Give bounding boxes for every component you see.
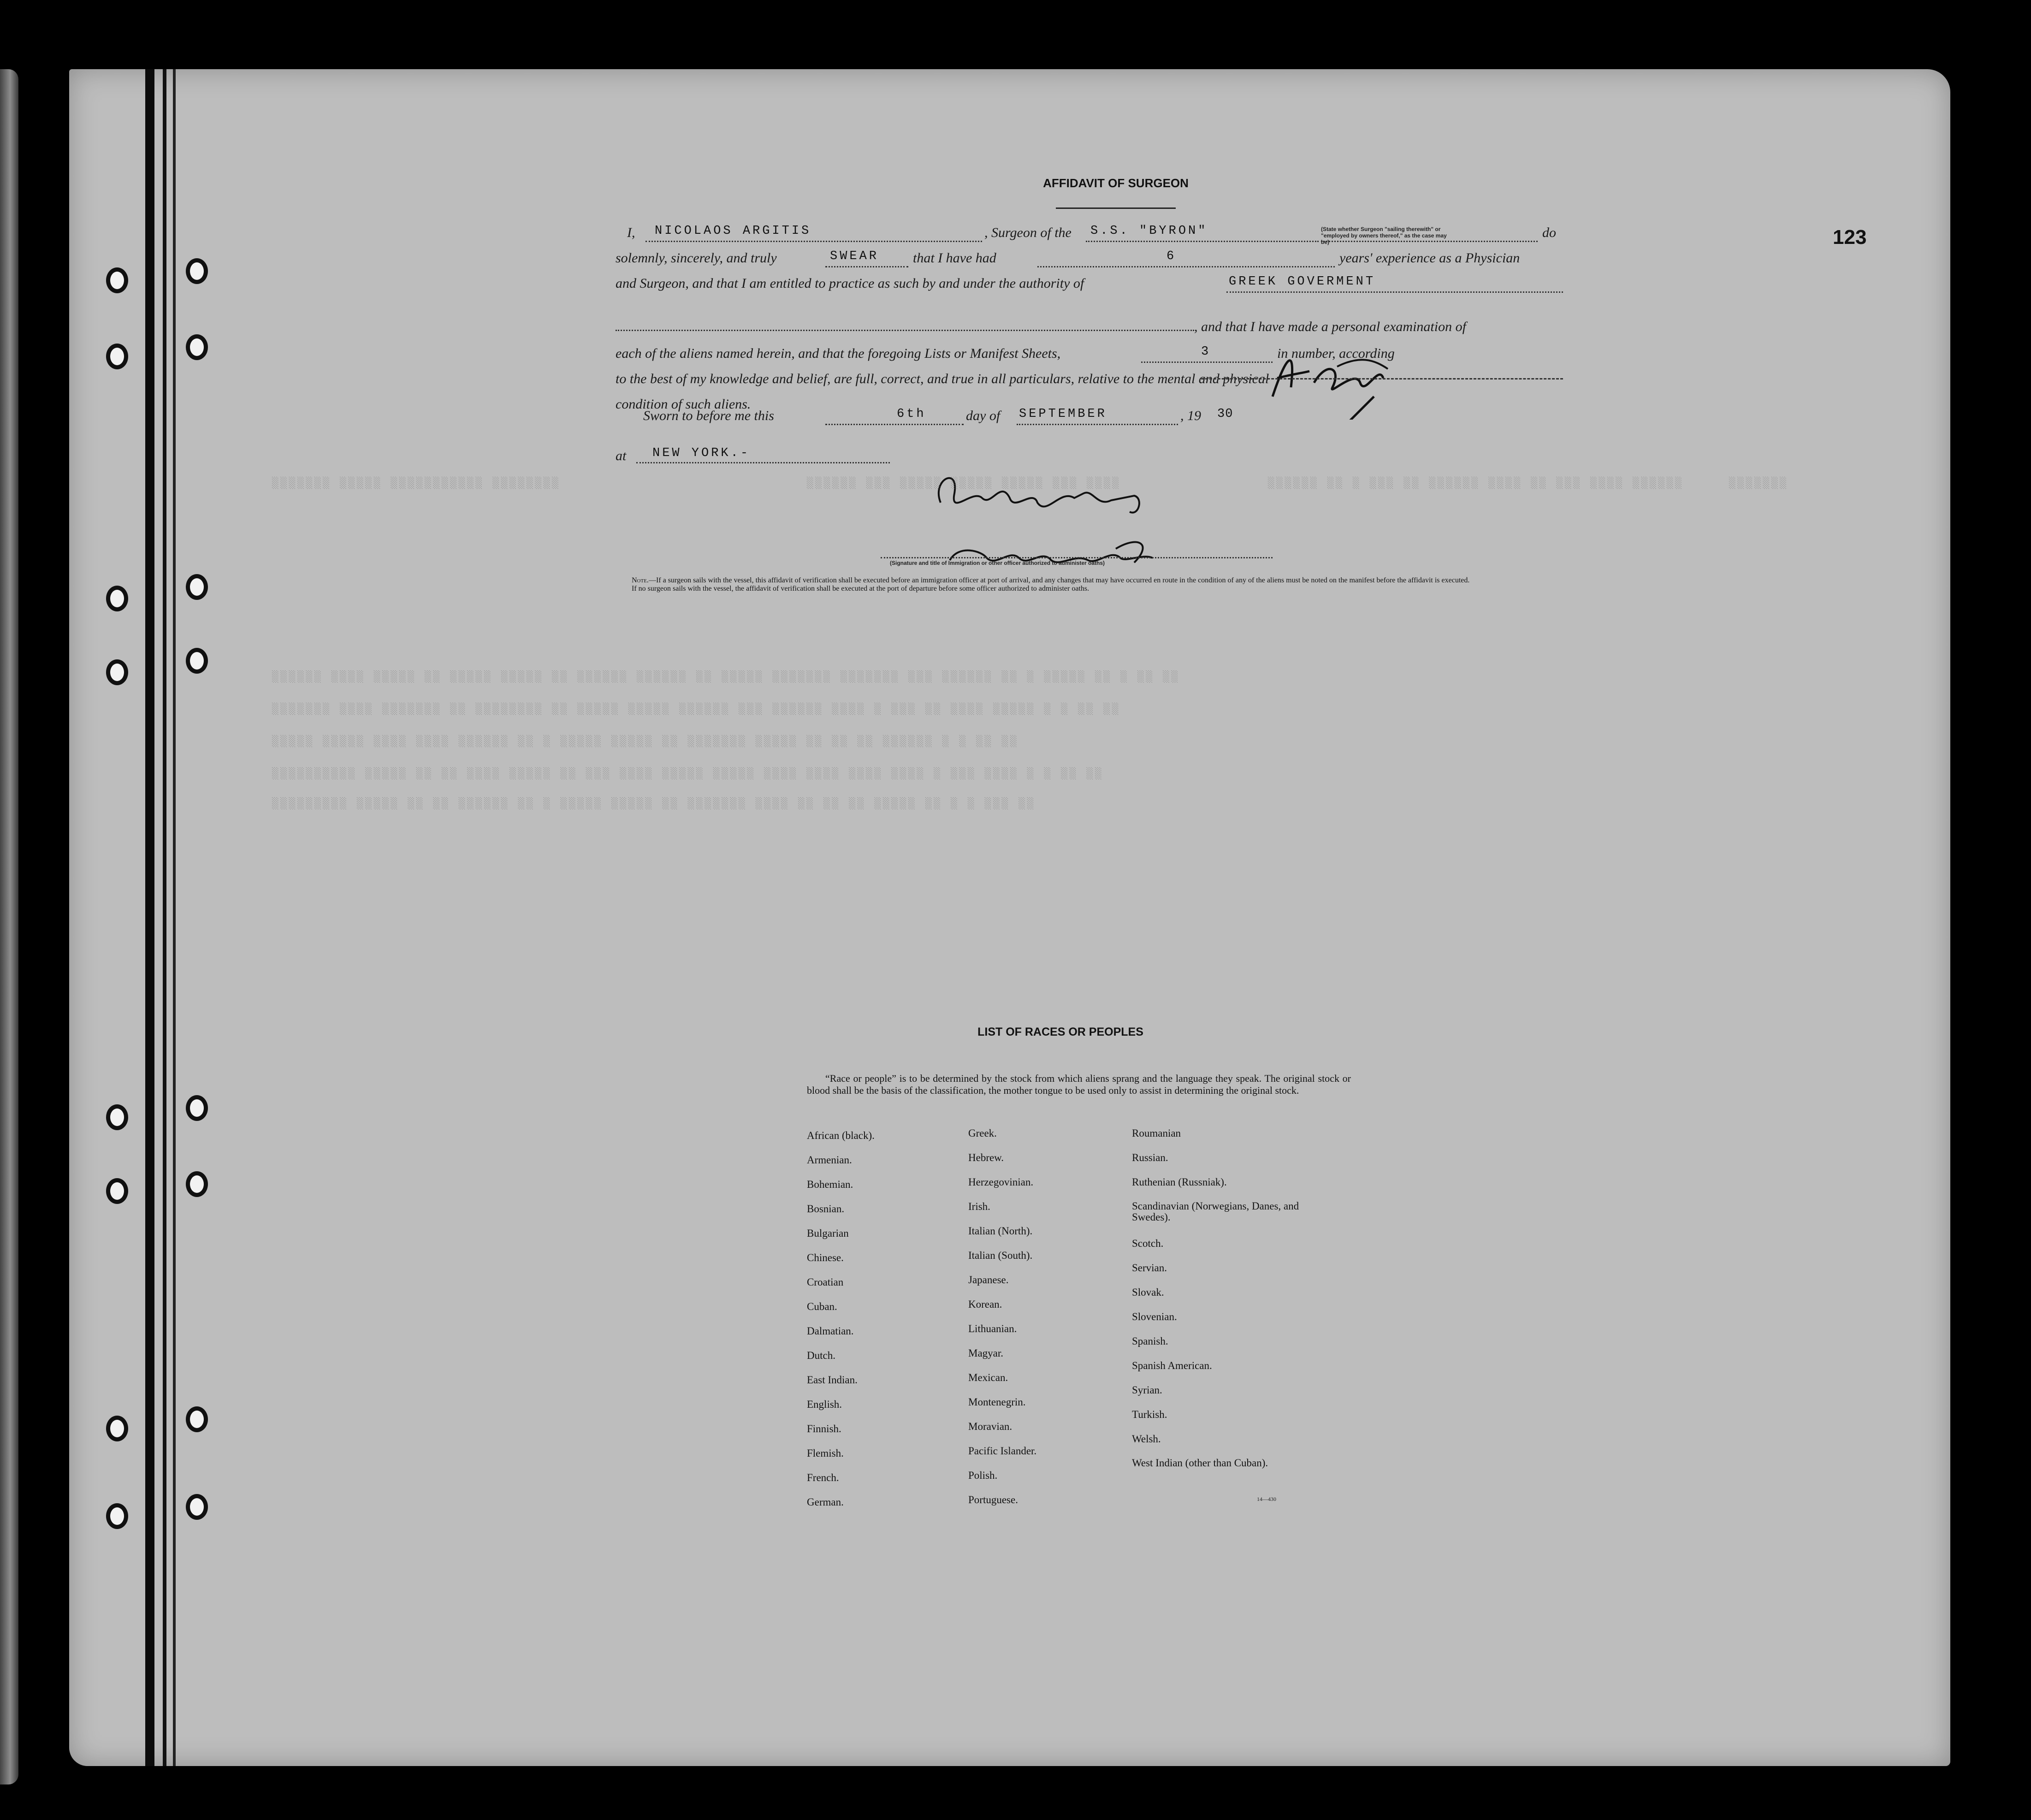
binder-hole bbox=[106, 1178, 128, 1204]
binding-line bbox=[173, 69, 176, 1766]
page-number: 123 bbox=[1833, 226, 1867, 249]
race-item: English. bbox=[807, 1399, 842, 1410]
race-item: Montenegrin. bbox=[968, 1396, 1026, 1408]
race-item: Greek. bbox=[968, 1127, 997, 1139]
line6: to the best of my knowledge and belief, are full, correct, and true in all particulars, relative to the mental and physical bbox=[616, 371, 1269, 386]
races-column-2 bbox=[968, 1127, 1036, 1518]
binder-hole bbox=[186, 1406, 208, 1432]
race-item: Turkish. bbox=[1132, 1409, 1167, 1420]
signature-line bbox=[1201, 378, 1563, 379]
race-item: Japanese. bbox=[968, 1274, 1009, 1286]
adjacent-page-edge bbox=[0, 69, 18, 1784]
line2-prefix: solemnly, sincerely, and truly bbox=[616, 250, 777, 266]
binder-hole bbox=[106, 1104, 128, 1130]
sworn-day: 6th bbox=[897, 407, 926, 421]
line5-suffix: in number, according bbox=[1277, 346, 1395, 361]
place-value: NEW YORK.- bbox=[652, 446, 751, 460]
race-item: Dalmatian. bbox=[807, 1325, 854, 1337]
race-item: Spanish. bbox=[1132, 1335, 1168, 1347]
note-text: —If a surgeon sails with the vessel, this affidavit of verification shall be executed before an immigration officer at port of arrival, and any changes that may have occurred en route in the condition of any of the aliens must be noted on the manifest before the affidavit is executed. bbox=[648, 576, 1470, 584]
document-page: 123 AFFIDAVIT OF SURGEON I, NICOLAOS ARGITIS , Surgeon of the S.S. "BYRON" (State whether Surgeon "sailing therewith" or "employed by owners thereof," as the case may be) do solemnly, sincerely, and truly SWEAR that I have had 6 years' experience as a Physician and Surgeon, and that I am entitled to practice as such by and under the authority of GREEK GOVERMENT , and that I have made a personal examination of each of the aliens named herein, and that the foregoing Lists or Manifest Sheets, 3 in number, according to the best of my knowledge and belief, are full, correct, and true in all particulars, relative to the mental and physical condition of such aliens. Sworn to before me this 6th day of SEPTEMBER , 19 30 at NEW YORK.- (Signature and title of Immigration or other officer authorized to administer oaths) Note.—If a surgeon sails with the vessel, this affidavit of verification shall be executed before an immigration officer at port of arrival, and any changes that may have occurred en route in the condition of any of the aliens must be noted on the manifest before the affidavit is executed. If no surgeon sails with the vessel, the affidavit of verification shall be executed at the port of departure before some officer authorized to administer oaths. ░░░░░░░ ░░░░░ ░░░░░░░░░░░ ░░░░░░░░ ░░░░░░ ░░░ ░░░░░ ░░░░░ ░░░░░ ░░░ ░░░░ ░░░░░░ ░░ ░ ░░░ ░░ ░░░░░░ ░░░░ ░░ ░░░ ░░░░ ░░░░░░ ░░░░░░░ ░░░░░░ ░░░░ ░░░░░ ░░ ░░░░░ ░░░░░ ░░ ░░░░░░ ░░░░░░ ░░ ░░░░░ ░░░░░░░ ░░░░░░░ ░░░ ░░░░░░ ░░ ░ ░░░░░ ░░ ░ ░░ ░░ ░░░░░░░ ░░░░ ░░░░░░░ ░░ ░░░░░░░░ ░░ ░░░░░ ░░░░░ ░░░░░░ ░░░ ░░░░░░ ░░░░ ░ ░░░ ░░ ░░░░ ░░░░░ ░ ░ ░░ ░░ ░░░░░ ░░░░░ ░░░░ ░░░░ ░░░░░░ ░░ ░ ░░░░░ ░░░░░ ░░ ░░░░░░░ ░░░░░ ░░ ░░ ░░ ░░░░░░ ░ ░ ░░ ░░ ░░░░░░░░░░ ░░░░░ ░░ ░░ ░░░░ ░░░░░ ░░ ░░░ ░░░░ ░░░░░ ░░░░░ ░░░░ ░░░░ ░░░░ ░░░░ ░ ░░░ ░░░░ ░ ░ ░░ ░░ ░░░░░░░░░ ░░░░░ ░░ ░░ ░░░░░░ ░░ ░ ░░░░░ ░░░░░ ░░ ░░░░░░░ ░░░░ ░░ ░░ ░░ ░░░░░ ░░ ░ ░ ░░░ ░░ LIST OF RACES OR PEOPLES “Race or people” is to be determined by the stock from which aliens sprang and the language they speak. The original stock or blood shall be the basis of the classification, the mother tongue to be used only to assist in determining the original stock. African (black). Armenian. Bohemian. Bosnian. Bulgarian Chinese. Croatian Cuban. Dalmatian. Dutch. East Indian. English. Finnish. Flemish. French. German. Greek. Hebrew. Herzegovinian. Irish. Italian (North). Italian (South). Japanese. Korean. Lithuanian. Magyar. Mexican. Montenegrin. Moravian. Pacific Islander. Polish. Portuguese. Roumanian Russian. Ruthenian (Russniak). Scandinavian (Norwegians, Danes, and Swedes). Scotch. Servian. Slovak. Slovenian. Spanish. Spanish American. Syrian. Turkish. Welsh. West Indian (other than Cuban). 14—430 bbox=[69, 69, 1950, 1766]
surgeon-name: NICOLAOS ARGITIS bbox=[655, 224, 811, 238]
race-item: Servian. bbox=[1132, 1262, 1167, 1274]
sworn-month: SEPTEMBER bbox=[1019, 407, 1107, 421]
race-item: Pacific Islander. bbox=[968, 1445, 1037, 1457]
binder-hole bbox=[106, 344, 128, 369]
race-item: Spanish American. bbox=[1132, 1360, 1212, 1371]
race-item: German. bbox=[807, 1496, 844, 1508]
race-item: Moravian. bbox=[968, 1421, 1013, 1432]
race-item: Roumanian bbox=[1132, 1127, 1181, 1139]
line1-mid: , Surgeon of the bbox=[984, 225, 1072, 240]
race-item: Lithuanian. bbox=[968, 1323, 1017, 1334]
line2-suffix: years' experience as a Physician bbox=[1339, 250, 1520, 266]
fill-line bbox=[1321, 241, 1538, 242]
race-item: Ruthenian (Russniak). bbox=[1132, 1176, 1227, 1188]
race-item: Magyar. bbox=[968, 1347, 1004, 1359]
binder-hole bbox=[186, 1171, 208, 1197]
fill-line bbox=[616, 330, 1194, 331]
binder-hole bbox=[186, 1494, 208, 1520]
race-item: Slovak. bbox=[1132, 1286, 1164, 1298]
line4: , and that I have made a personal examination of bbox=[1194, 319, 1466, 334]
race-item: Welsh. bbox=[1132, 1433, 1161, 1445]
officer-caption: (Signature and title of Immigration or other officer authorized to administer oaths) bbox=[890, 560, 1105, 566]
title-rule bbox=[1056, 207, 1176, 209]
race-item: Mexican. bbox=[968, 1372, 1008, 1383]
line3-prefix: and Surgeon, and that I am entitled to practice as such by and under the authority of bbox=[616, 276, 1084, 291]
race-item: Italian (South). bbox=[968, 1250, 1033, 1261]
race-item: Portuguese. bbox=[968, 1494, 1018, 1506]
fill-line bbox=[1037, 266, 1335, 267]
race-item: Syrian. bbox=[1132, 1384, 1162, 1396]
binding-line bbox=[163, 69, 166, 1766]
race-item: Hebrew. bbox=[968, 1152, 1004, 1163]
fill-line bbox=[636, 462, 890, 463]
race-item: Flemish. bbox=[807, 1447, 844, 1459]
line1-prefix: I, bbox=[627, 225, 635, 240]
sworn-mid: day of bbox=[966, 408, 1001, 423]
binder-hole bbox=[106, 659, 128, 685]
year-prefix: , 19 bbox=[1180, 408, 1201, 423]
note-text-2: If no surgeon sails with the vessel, the affidavit of verification shall be executed at the port of departure before some officer authorized to administer oaths. bbox=[632, 585, 1090, 593]
race-item: Herzegovinian. bbox=[968, 1176, 1034, 1188]
race-item: Bosnian. bbox=[807, 1203, 845, 1215]
race-item: West Indian (other than Cuban). bbox=[1132, 1457, 1268, 1469]
affidavit-note bbox=[613, 576, 1489, 593]
race-item: African (black). bbox=[807, 1130, 875, 1141]
sworn-prefix: Sworn to before me this bbox=[643, 408, 774, 423]
binder-hole bbox=[186, 258, 208, 284]
race-item: Bohemian. bbox=[807, 1179, 853, 1190]
race-item: Chinese. bbox=[807, 1252, 844, 1263]
race-item: Polish. bbox=[968, 1470, 998, 1481]
fill-line bbox=[1017, 424, 1178, 425]
affidavit-title: AFFIDAVIT OF SURGEON bbox=[1043, 176, 1189, 190]
race-item: Korean. bbox=[968, 1298, 1002, 1310]
officer-signature-line bbox=[881, 557, 1273, 558]
race-item: Armenian. bbox=[807, 1154, 852, 1166]
race-item: Croatian bbox=[807, 1276, 844, 1288]
race-item: Scandinavian (Norwegians, Danes, and Swedes). bbox=[1132, 1200, 1299, 1223]
fill-line bbox=[825, 424, 964, 425]
races-title: LIST OF RACES OR PEOPLES bbox=[977, 1026, 1143, 1038]
races-intro: “Race or people” is to be determined by the stock from which aliens sprang and the language they speak. The original stock or blood shall be the basis of the classification, the mother tongue to be used only to assist in determining the original stock. bbox=[807, 1073, 1351, 1096]
binder-hole bbox=[106, 1416, 128, 1441]
line2-mid: that I have had bbox=[913, 250, 996, 266]
officer-signature bbox=[922, 452, 1208, 590]
form-number: 14—430 bbox=[1257, 1496, 1276, 1502]
sworn-year: 30 bbox=[1217, 407, 1233, 421]
fill-line bbox=[1086, 241, 1319, 242]
race-item: Cuban. bbox=[807, 1301, 837, 1312]
binding-spine bbox=[145, 69, 154, 1766]
fill-line bbox=[825, 266, 908, 267]
place-prefix: at bbox=[616, 448, 627, 463]
binder-hole bbox=[106, 1503, 128, 1529]
binder-hole bbox=[186, 334, 208, 360]
race-item: Italian (North). bbox=[968, 1225, 1033, 1237]
race-item: Russian. bbox=[1132, 1152, 1168, 1163]
race-item: Finnish. bbox=[807, 1423, 841, 1435]
oath-word: SWEAR bbox=[830, 249, 879, 263]
race-item: French. bbox=[807, 1472, 839, 1483]
fill-line bbox=[1226, 291, 1563, 293]
race-item: Bulgarian bbox=[807, 1227, 849, 1239]
race-item: Dutch. bbox=[807, 1350, 835, 1361]
ship-note: (State whether Surgeon "sailing therewith" or "employed by owners thereof," as the case may be) bbox=[1321, 226, 1447, 245]
line5-prefix: each of the aliens named herein, and that the foregoing Lists or Manifest Sheets, bbox=[616, 346, 1061, 361]
line7: condition of such aliens. bbox=[616, 397, 751, 412]
binder-hole bbox=[106, 267, 128, 293]
sheet-count: 3 bbox=[1201, 345, 1211, 359]
race-item: Slovenian. bbox=[1132, 1311, 1177, 1322]
race-item: East Indian. bbox=[807, 1374, 858, 1386]
binder-hole bbox=[186, 648, 208, 674]
note-lead: Note. bbox=[632, 576, 649, 584]
ship-name: S.S. "BYRON" bbox=[1090, 224, 1208, 238]
binder-hole bbox=[186, 574, 208, 600]
races-column-1 bbox=[807, 1130, 875, 1521]
binder-hole bbox=[106, 586, 128, 611]
line1-suffix: do bbox=[1542, 225, 1556, 240]
surgeon-signature bbox=[1222, 327, 1415, 420]
races-column-3 bbox=[1132, 1127, 1316, 1482]
race-item: Irish. bbox=[968, 1201, 990, 1212]
fill-line bbox=[645, 241, 982, 242]
authority: GREEK GOVERMENT bbox=[1229, 275, 1376, 289]
binder-hole bbox=[186, 1095, 208, 1121]
years-experience: 6 bbox=[1166, 249, 1177, 263]
race-item: Scotch. bbox=[1132, 1238, 1164, 1249]
